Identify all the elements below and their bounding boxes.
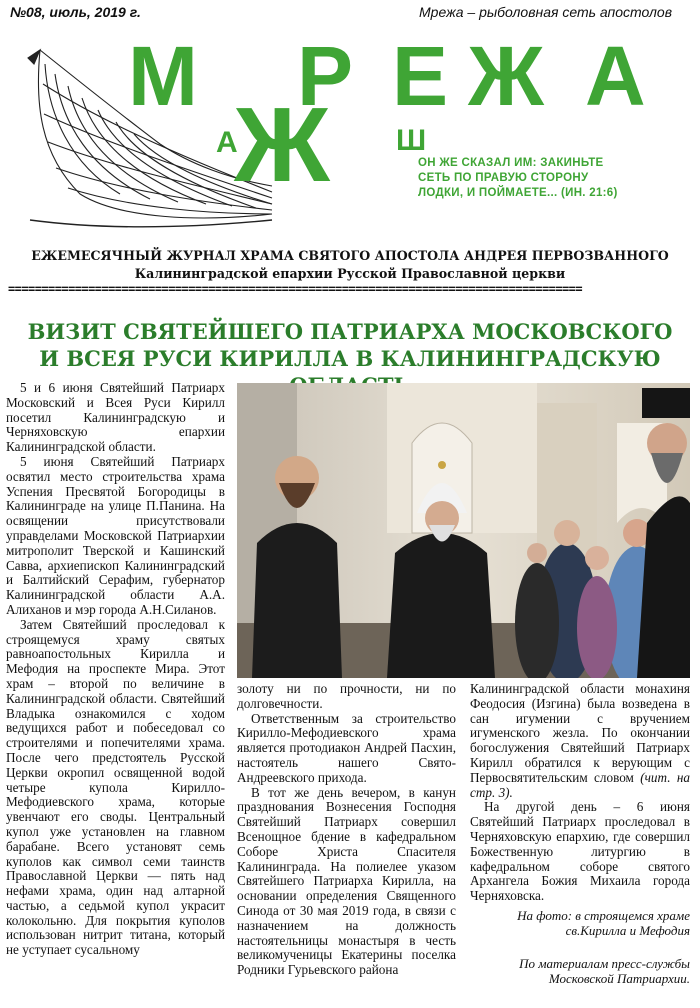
gospel-quote <box>418 156 690 201</box>
logo-small-letter-sh: Ш <box>396 124 427 157</box>
logo-small-letter-a: А <box>216 126 238 159</box>
title-letter-zh: Ж <box>468 29 544 123</box>
photo-caption <box>470 908 690 938</box>
paragraph: В тот же день вечером, в канун празднования Вознесения Господня Святейший Патриарх совершил Всенощное бдение в кафедральном Соборе Христа Спасителя Калининграда. На полиелее указом Святейшего Патриарха Кирилла, на основании определения Священного Синода от 30 мая 2019 года, в связи с назначением на должность настоятельницы монастыря в честь великомученицы Екатерины поселка Родники Гурьевского района <box>237 784 456 978</box>
title-letter-m: М <box>128 29 198 123</box>
article-column-2 <box>237 682 456 1006</box>
caption-line: св.Кирилла и Мефодия <box>565 922 690 938</box>
headline-line-2: И ВСЕЯ РУСИ КИРИЛЛА В КАЛИНИНГРАДСКУЮ <box>39 346 661 371</box>
paragraph: Затем Святейший проследовал к строящемуся храму святых равноапостольных Кирилла и Мефодия на проспекте Мира. Этот храм – второй по величине в Калининградской области. Святейший Владыка ознакомился с ходом ведущихся работ и побеседовал со строителями и попечителями храма. После чего предстоятель Русской Церкви окропил освященной водой четыре купола Кирилло-Мефодиевского храма, которые увенчают его своды. Центральный купол уже установлен на главном барабане. Всего установят семь куполов как символ семи таинств Православной Церкви — пять над нефами храма, один над алтарной частью, а седьмой купол украсит колокольню. Для покрытия куполов использован нитрит титана, который не уступает сусальному <box>6 616 225 958</box>
paragraph: золоту ни по прочности, ни по долговечности. <box>237 682 456 711</box>
paragraph: На другой день – 6 июня Святейший Патриарх проследовал в Черняховскую епархию, где совершил Божественную литургию в кафедральном соборе святого Архангела Божия Михаила города Черняховска. <box>470 799 690 904</box>
paragraph: 5 июня Святейший Патриарх освятил место строительства храма Успения Пресвятой Богородицы в Калининграде на улице П.Панина. На освящении присутствовали управделами Московской Патриархии митрополит Тверской и Кашинский Савва, архиепископ Калининградский и Балтийский Серафим, губернатор Калининградской области А.А. Алиханов и мэр города А.Н.Силанов. <box>6 453 225 617</box>
title-letter-r: Р <box>297 29 354 123</box>
masthead-divider: ====================================================================================== <box>8 282 583 296</box>
article-column-3 <box>470 682 690 1006</box>
paragraph-text: Калининградской области монахиня Феодосия (Изгина) была возведена в сан игумении с вручением игуменского жезла. По окончании богослужения Святейший Патриарх Кирилл обратился к верующим с Первосвятительским словом <box>470 682 690 785</box>
source-line: По материалам пресс-службы <box>519 955 690 971</box>
headline-line-1: ВИЗИТ СВЯТЕЙШЕГО ПАТРИАРХА МОСКОВСКОГО <box>27 319 673 344</box>
masthead-diocese: Калининградской епархии Русской Православной церкви <box>134 266 566 281</box>
quote-line: ЛОДКИ, И ПОЙМАЕТЕ... (ИН. 21:6) <box>418 187 618 199</box>
paragraph: Ответственным за строительство Кирилло-Мефодиевского храма является протодиакон Андрей Пасхин, настоятель нашего Свято-Андреевского прихода. <box>237 710 456 785</box>
title-letter-a: А <box>585 29 646 123</box>
masthead-journal-title: ЕЖЕМЕСЯЧНЫЙ ЖУРНАЛ ХРАМА СВЯТОГО АПОСТОЛА АНДРЕЯ ПЕРВОЗВАННОГО <box>31 248 669 263</box>
page-reference: (чит. на стр. 3). <box>470 769 690 800</box>
issue-number: №08, июль, 2019 г. <box>10 4 141 20</box>
quote-line: ОН ЖЕ СКАЗАЛ ИМ: ЗАКИНЬТЕ <box>418 157 604 169</box>
header-motto: Мрежа – рыболовная сеть апостолов <box>419 4 672 20</box>
quote-line: СЕТЬ ПО ПРАВУЮ СТОРОНУ <box>418 172 589 184</box>
article-column-1 <box>6 381 225 1006</box>
article-photo <box>237 383 690 678</box>
caption-line: На фото: в строящемся храме <box>517 907 690 923</box>
paragraph: 5 и 6 июня Святейший Патриарх Московский и Всея Руси Кирилл посетил Калининградскую и Черняховскую епархии Калининградской области. <box>6 381 225 455</box>
paragraph <box>470 682 690 800</box>
article-source <box>470 956 690 986</box>
source-line: Московской Патриархии. <box>548 970 690 986</box>
title-letter-zh-large: Ж <box>234 86 330 204</box>
title-letter-e: Е <box>392 29 449 123</box>
